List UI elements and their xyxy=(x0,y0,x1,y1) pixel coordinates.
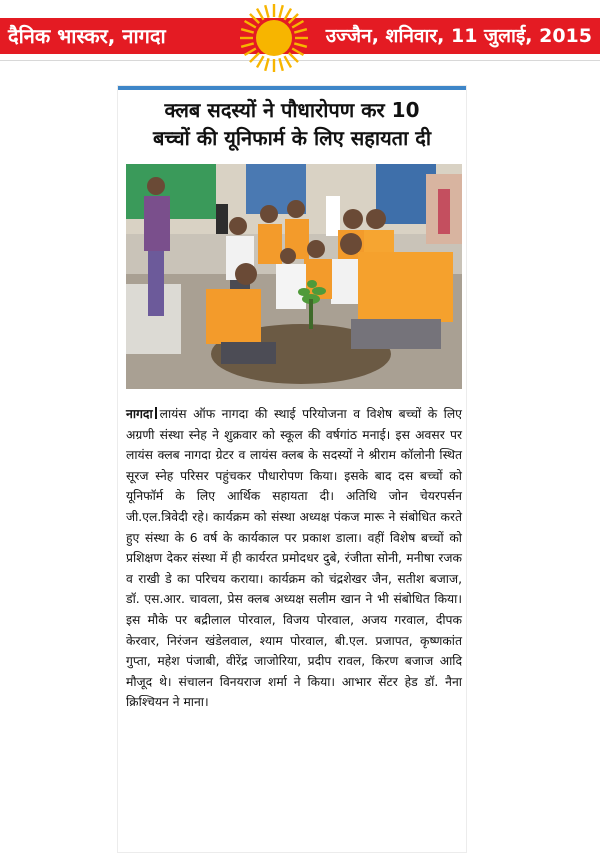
clipping-top-rule xyxy=(118,86,466,90)
sun-ray xyxy=(257,9,264,20)
newspaper-name: दैनिक भास्कर, xyxy=(8,24,116,48)
masthead xyxy=(0,0,600,61)
sun-ray xyxy=(241,29,254,32)
sun-ray xyxy=(250,53,259,62)
masthead-dateline: उज्जैन, शनिवार, 11 जुलाई, 2015 xyxy=(325,25,592,47)
article-photo xyxy=(126,164,462,389)
article-headline xyxy=(124,96,460,152)
dateline-separator xyxy=(155,407,157,419)
sun-ray xyxy=(265,5,268,18)
masthead-title xyxy=(8,18,166,54)
article-dateline: नागदा xyxy=(126,407,153,421)
article-text: लायंस ऑफ नागदा की स्थाई परियोजना व विशेष बच्चों के लिए अग्रणी संस्था स्नेह ने शुक्रवार को स्कूल की वर्षगांठ मनाई। इस अवसर पर लायंस क्लब नागदा ग्रेटर व लायंस क्लब के सदस्यों ने श्रीराम कॉलोनी स्थित सूरज स्नेह परिसर पहुंचकर पौधारोपण किया। इसके बाद दस बच्चों को यूनिफॉर्म के लिए आर्थिक सहायता दी। अतिथि जोन चेयरपर्सन जी.एल.त्रिवेदी रहे। कार्यक्रम को संस्था अध्यक्ष पंकज मारू ने संबोधित करते हुए संस्था के 6 वर्ष के कार्यकाल पर प्रकाश डाला। वहीं विशेष बच्चों को प्रशिक्षण देकर संस्था में ही कार्यरत प्रमोदधर दुबे, रंजीता सोनी, मनीषा रजक व राखी डे का परिचय कराया। कार्यक्रम को चंद्रशेखर जैन, सतीश बजाज, डॉ. एस.आर. चावला, प्रेस क्लब अध्यक्ष सलीम खान ने भी संबोधित किया। इस मौके पर बद्रीलाल पोरवाल, विजय पोरवाल, अजय गरवाल, दीपक केरवार, निरंजन खंडेलवाल, श्याम पोरवाल, बी.एल. प्रजापत, कृष्णकांत गुप्ता, महेश पंजाबी, वीरेंद्र जाजोरिया, प्रदीप रावल, किरण बजाज आदि मौजूद थे। संचालन विनयराज शर्मा ने किया। आभार सेंटर हेड डॉ. नैना क्रिश्चियन ने माना। xyxy=(126,407,462,710)
sun-ray xyxy=(292,49,303,56)
sun-ray xyxy=(285,9,292,20)
headline-line-2: बच्चों की यूनिफार्म के लिए सहायता दी xyxy=(152,126,432,150)
sun-ray xyxy=(257,56,264,67)
sun-ray xyxy=(241,43,254,46)
sun-ray xyxy=(279,58,282,71)
sun-ray xyxy=(285,56,292,67)
sun-ray xyxy=(279,5,282,18)
sun-ray xyxy=(245,49,256,56)
sun-ray xyxy=(245,21,256,28)
sun-ray xyxy=(294,43,307,46)
sun-ray xyxy=(289,14,298,23)
edition-name: नागदा xyxy=(122,24,166,48)
news-clipping xyxy=(118,86,466,852)
sun-ray xyxy=(294,29,307,32)
sun-logo-icon xyxy=(238,2,310,74)
headline-line-1: क्लब सदस्यों ने पौधारोपण कर 10 xyxy=(164,98,420,122)
sun-ray xyxy=(289,53,298,62)
sun-ray xyxy=(292,21,303,28)
sun-ray xyxy=(250,14,259,23)
article-body xyxy=(126,404,462,713)
sun-ray xyxy=(265,58,268,71)
